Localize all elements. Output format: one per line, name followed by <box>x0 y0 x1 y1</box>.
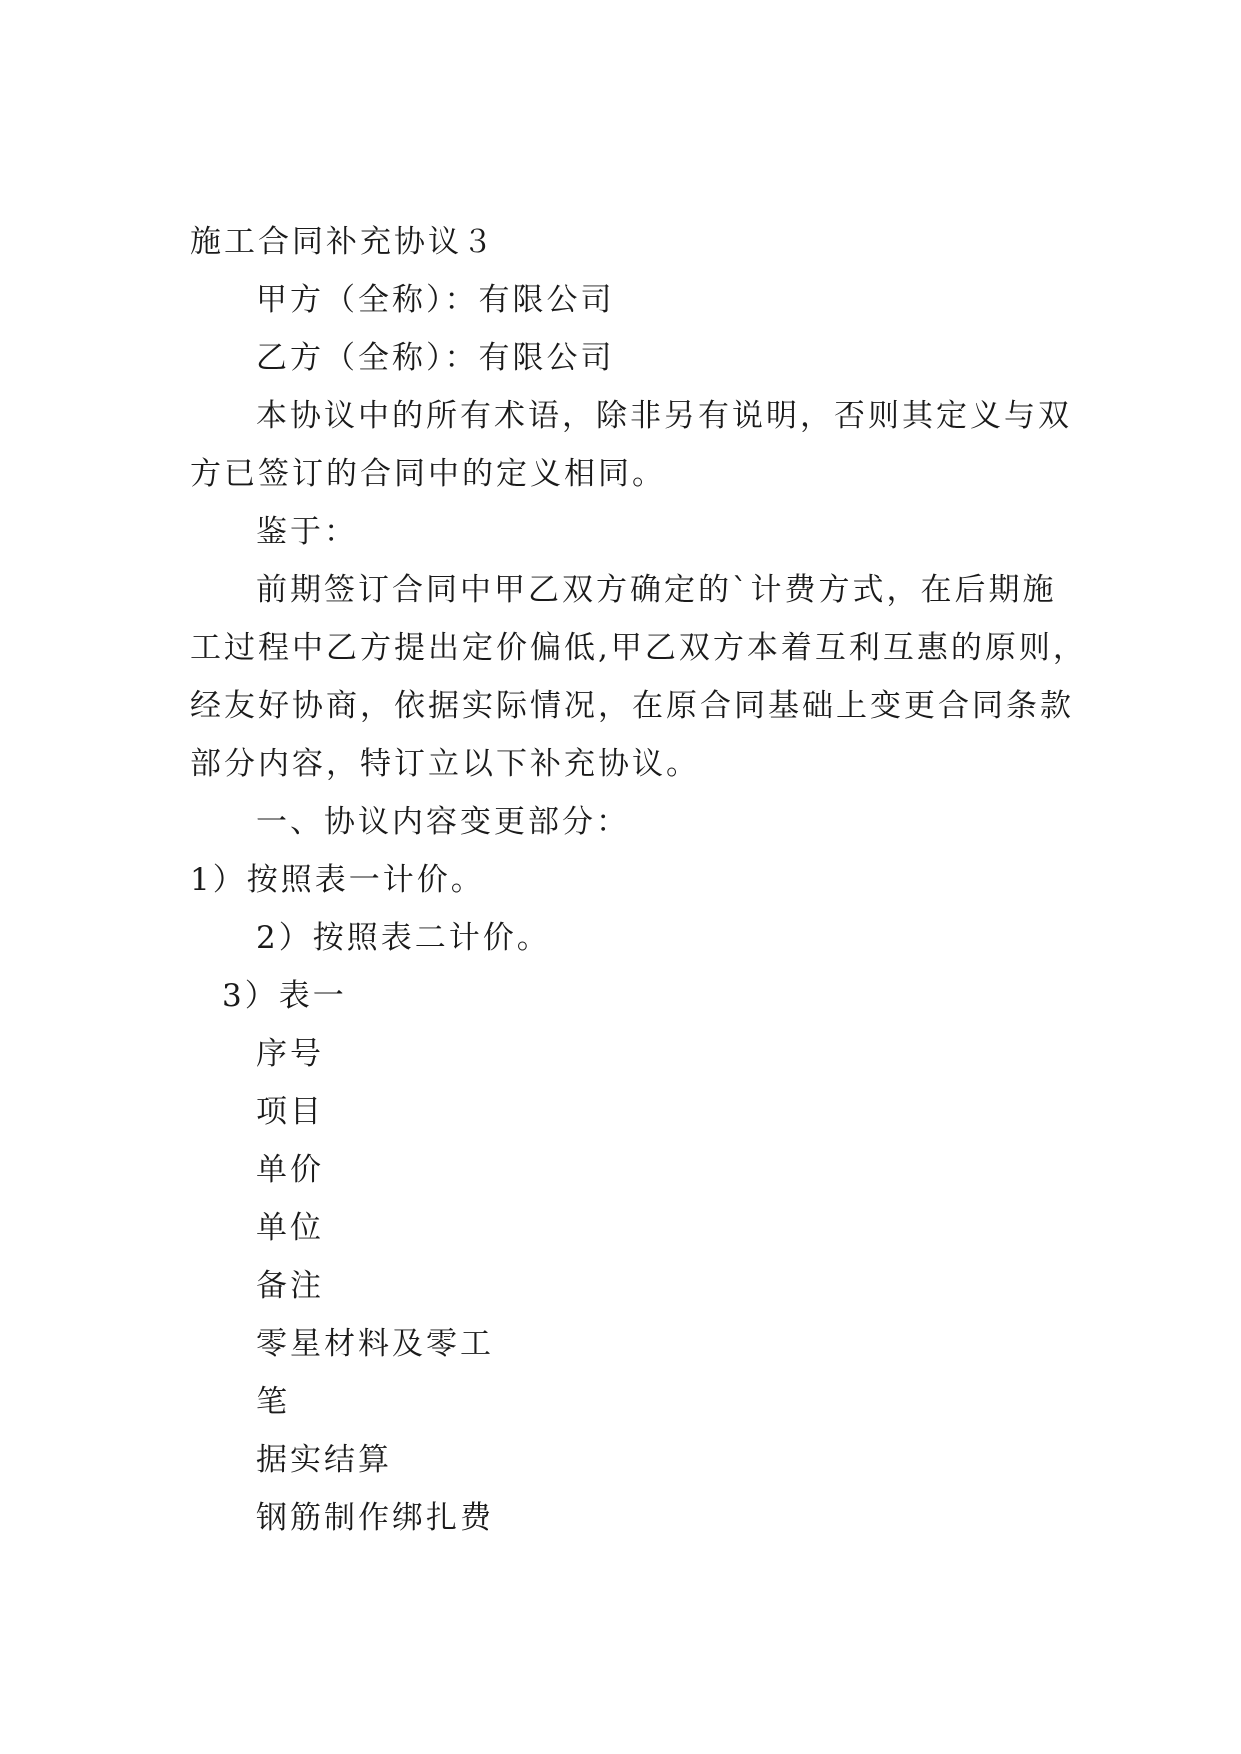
table-cell-unit: 单位 <box>256 1210 324 1246</box>
recital-line-1: 前期签订合同中甲乙双方确定的`计费方式，在后期施 <box>256 572 1057 608</box>
list-item-2: 2）按照表二计价。 <box>256 920 551 956</box>
party-a-line: 甲方（全称）：有限公司 <box>256 282 615 318</box>
table-cell-item: 项目 <box>256 1094 324 1130</box>
list-item-3: 3）表一 <box>222 978 347 1014</box>
section-1-heading: 一、协议内容变更部分： <box>256 804 630 840</box>
table-cell-unit-price: 单价 <box>256 1152 324 1188</box>
terms-paragraph-line-2: 方已签订的合同中的定义相同。 <box>190 456 666 492</box>
table-cell-serial-no: 序号 <box>256 1036 324 1072</box>
terms-paragraph-line-1: 本协议中的所有术语，除非另有说明，否则其定义与双 <box>256 398 1072 434</box>
document-title: 施工合同补充协议３ <box>190 224 496 260</box>
table-cell-unit-lot: 笔 <box>256 1384 290 1420</box>
table-cell-rebar-fee: 钢筋制作绑扎费 <box>256 1500 494 1536</box>
recital-line-4: 部分内容，特订立以下补充协议。 <box>190 746 700 782</box>
table-cell-misc-materials: 零星材料及零工 <box>256 1326 494 1362</box>
recital-line-3: 经友好协商，依据实际情况，在原合同基础上变更合同条款 <box>190 688 1074 724</box>
whereas-heading: 鉴于： <box>256 514 358 550</box>
party-b-line: 乙方（全称）：有限公司 <box>256 340 615 376</box>
table-cell-settle-actual: 据实结算 <box>256 1442 392 1478</box>
recital-line-2: 工过程中乙方提出定价偏低,甲乙双方本着互利互惠的原则， <box>190 630 1087 666</box>
list-item-1: 1）按照表一计价。 <box>190 862 485 898</box>
table-cell-remarks: 备注 <box>256 1268 324 1304</box>
